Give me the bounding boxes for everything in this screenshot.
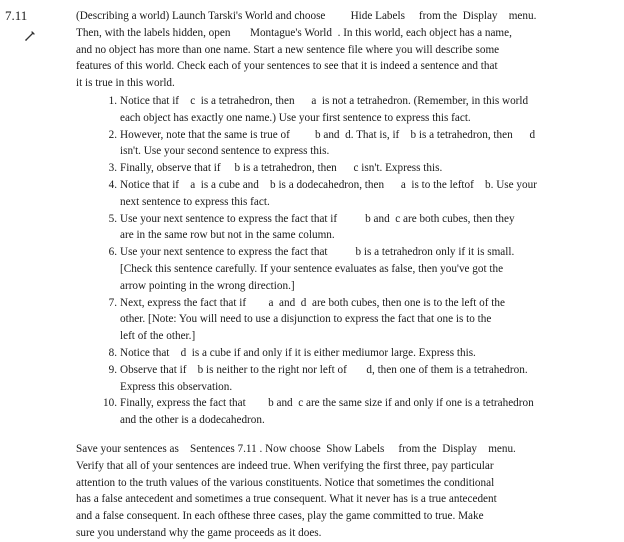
item-line: [Check this sentence carefully. If your sentence evaluates as false, then you've got the (120, 262, 504, 275)
exercise-item (100, 395, 608, 429)
exercise-item (100, 244, 608, 294)
exercise-item (100, 362, 608, 396)
item-line: Notice that if c is a tetrahedron, then a is not a tetrahedron. (Remember, in this world (120, 95, 529, 107)
exercise-number: 7.11 (5, 8, 28, 23)
item-line: left of the other.] (120, 330, 196, 343)
item-line: isn't. Use your second sentence to express this. (120, 145, 330, 158)
item-line: arrow pointing in the wrong direction.] (120, 279, 295, 292)
outro-line: sure you understand why the game proceeds as it does. (76, 526, 322, 539)
intro-line: and no object has more than one name. Start a new sentence file where you will describe some (76, 43, 500, 56)
item-line: Finally, express the fact that b and c are the same size if and only if one is a tetrahedron (120, 397, 534, 410)
pencil-icon (24, 30, 36, 42)
item-line: each object has exactly one name.) Use your first sentence to express this fact. (120, 111, 471, 124)
item-line: Use your next sentence to express the fact that if b and c are both cubes, then they (120, 212, 515, 225)
item-number: 2. (108, 128, 117, 141)
outro-line: and a false consequent. In each ofthese three cases, play the game committed to true. Make (76, 510, 484, 523)
item-line: Notice that if a is a cube and b is a dodecahedron, then a is to the leftof b. Use your (120, 178, 537, 191)
outro-paragraph (76, 441, 616, 542)
item-line: Express this observation. (120, 380, 233, 393)
item-line: However, note that the same is true of b and d. That is, if b is a tetrahedron, then d (120, 128, 536, 141)
exercise-item (100, 211, 608, 245)
item-line: other. [Note: You will need to use a disjunction to express the fact that one is to the (120, 313, 492, 326)
outro-line: has a false antecedent and sometimes a true consequent. What it never has is a true antecedent (76, 493, 497, 506)
item-line: Next, express the fact that if a and d are both cubes, then one is to the left of the (120, 296, 505, 309)
exercise-item (100, 93, 608, 127)
item-line: are in the same row but not in the same column. (120, 229, 335, 242)
intro-paragraph (76, 8, 616, 92)
item-number: 7. (108, 296, 117, 309)
outro-line: Verify that all of your sentences are indeed true. When verifying the first three, pay particular (76, 459, 494, 472)
item-number: 5. (108, 212, 117, 225)
item-line: Finally, observe that if b is a tetrahedron, then c isn't. Express this. (120, 162, 443, 175)
outro-line: attention to the truth values of the various constituents. Notice that sometimes the conditional (76, 476, 495, 489)
item-line: Use your next sentence to express the fact that b is a tetrahedron only if it is small. (120, 246, 515, 259)
item-line: and the other is a dodecahedron. (120, 414, 265, 427)
item-number: 3. (108, 162, 117, 175)
intro-line: (Describing a world) Launch Tarski's World and choose Hide Labels from the Display menu. (76, 10, 537, 22)
exercise-item (100, 160, 608, 177)
exercise-item (100, 177, 608, 211)
item-number: 6. (108, 246, 117, 259)
item-line: Notice that d is a cube if and only if it is either mediumor large. Express this. (120, 346, 476, 359)
intro-line: Then, with the labels hidden, open Montague's World . In this world, each object has a name, (76, 26, 512, 39)
exercise-item (100, 295, 608, 345)
exercise-item (100, 345, 608, 362)
exercise-item (100, 127, 608, 161)
intro-line: it is true in this world. (76, 77, 175, 90)
item-number: 8. (108, 346, 117, 359)
intro-line: features of this world. Check each of your sentences to see that it is indeed a sentence and that (76, 60, 498, 73)
item-line: Observe that if b is neither to the right nor left of d, then one of them is a tetrahedron. (120, 363, 528, 376)
outro-line: Save your sentences as Sentences 7.11 . Now choose Show Labels from the Display menu. (76, 443, 516, 455)
item-number: 1. (108, 95, 117, 107)
item-number: 4. (108, 178, 117, 191)
item-number: 9. (108, 363, 117, 376)
exercise-items-list (100, 93, 608, 429)
item-number: 10. (103, 397, 117, 410)
item-line: next sentence to express this fact. (120, 195, 270, 208)
